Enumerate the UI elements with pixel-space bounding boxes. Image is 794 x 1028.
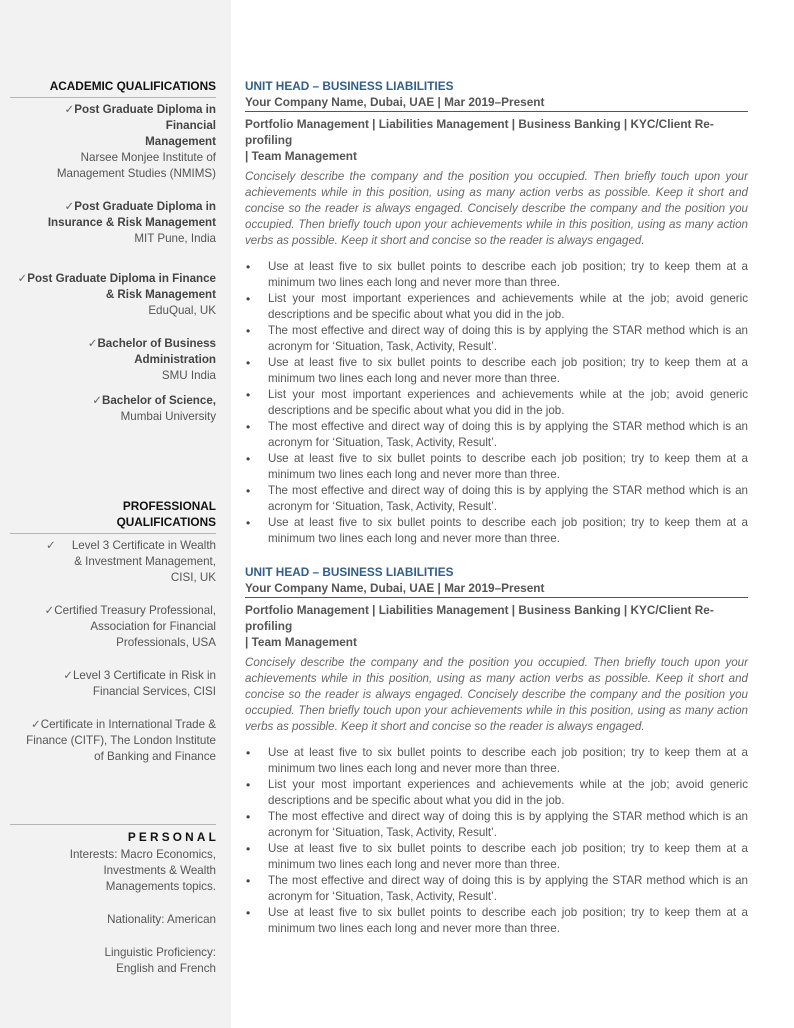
- job-bullets: [245, 745, 748, 937]
- checkmark-icon: ✓: [63, 669, 73, 682]
- professional-item: ✓Level 3 Certificate in Risk in Financial Services, CISI: [63, 669, 216, 698]
- professional-item: ✓Certificate in International Trade & Finance (CITF), The London Institute of Banking and Finance: [26, 718, 216, 763]
- job-title: UNIT HEAD – BUSINESS LIABILITIES: [245, 79, 454, 93]
- bullet-item: • The most effective and direct way of doing this is by applying the STAR method which is an acronym for ‘Situation, Task, Activity, Result’.: [245, 483, 748, 515]
- checkmark-icon: ✓: [17, 272, 28, 285]
- sidebar-content: [14, 78, 219, 977]
- checkmark-icon: ✓: [30, 718, 41, 731]
- checkmark-icon: ✓: [87, 337, 98, 350]
- academic-item: ✓Post Graduate Diploma in Finance & Risk Management EduQual, UK: [17, 272, 216, 317]
- personal-item: Nationality: American: [107, 913, 216, 926]
- job-company: Your Company Name, Dubai, UAE | Mar 2019–Present: [245, 581, 545, 595]
- job-divider: [245, 597, 748, 598]
- professional-title: PROFESSIONAL QUALIFICATIONS: [116, 499, 216, 529]
- job-company: Your Company Name, Dubai, UAE | Mar 2019–Present: [245, 95, 545, 109]
- bullet-item: • The most effective and direct way of doing this is by applying the STAR method which is an acronym for ‘Situation, Task, Activity, Result’.: [245, 809, 748, 841]
- bullet-item: • Use at least five to six bullet points to describe each job position; try to keep them at a minimum two lines each long and never more than three.: [245, 841, 748, 873]
- bullet-item: • The most effective and direct way of doing this is by applying the STAR method which is an acronym for ‘Situation, Task, Activity, Result’.: [245, 873, 748, 905]
- job-divider: [245, 111, 748, 112]
- personal-item: Interests: Macro Economics, Investments & Wealth Managements topics.: [69, 848, 216, 893]
- job-entry: [245, 564, 748, 937]
- bullet-item: • The most effective and direct way of doing this is by applying the STAR method which is an acronym for ‘Situation, Task, Activity, Result’.: [245, 323, 748, 355]
- bullet-item: • Use at least five to six bullet points to describe each job position; try to keep them at a minimum two lines each long and never more than three.: [245, 515, 748, 547]
- sidebar: [0, 0, 231, 1028]
- checkmark-icon: ✓: [44, 604, 55, 617]
- checkmark-icon: ✓: [92, 394, 102, 407]
- academic-title: ACADEMIC QUALIFICATIONS: [49, 79, 216, 93]
- personal-title: PERSONAL: [127, 830, 219, 844]
- job-entry: [245, 78, 748, 547]
- personal-divider: [10, 824, 216, 825]
- bullet-item: • Use at least five to six bullet points to describe each job position; try to keep them at a minimum two lines each long and never more than three.: [245, 745, 748, 777]
- personal-item: Linguistic Proficiency: English and French: [104, 946, 216, 975]
- bullet-item: • List your most important experiences and achievements while at the job; avoid generic descriptions and be specific about what you did in the job.: [245, 387, 748, 419]
- academic-item: ✓Post Graduate Diploma in Insurance & Risk Management MIT Pune, India: [47, 200, 216, 245]
- checkmark-icon: ✓: [46, 539, 72, 552]
- professional-item: ✓Certified Treasury Professional, Association for Financial Professionals, USA: [44, 604, 216, 649]
- bullet-item: • List your most important experiences and achievements while at the job; avoid generic descriptions and be specific about what you did in the job.: [245, 777, 748, 809]
- checkmark-icon: ✓: [64, 200, 75, 213]
- bullet-item: • Use at least five to six bullet points to describe each job position; try to keep them at a minimum two lines each long and never more than three.: [245, 905, 748, 937]
- bullet-item: • Use at least five to six bullet points to describe each job position; try to keep them at a minimum two lines each long and never more than three.: [245, 355, 748, 387]
- job-description: Concisely describe the company and the position you occupied. Then briefly touch upon your achievements while in this position, using as many action verbs as possible. Keep it short and concise so the reader is always engaged. Concisely describe the company and the position you occupied. Then briefly touch upon your achievements while in this position, using as many action verbs as possible. Keep it short and concise so the reader is always engaged.: [245, 656, 748, 733]
- professional-section: [14, 498, 216, 765]
- job-skills: Portfolio Management | Liabilities Management | Business Banking | KYC/Client Re-profiling | Team Management: [245, 117, 714, 163]
- bullet-item: • Use at least five to six bullet points to describe each job position; try to keep them at a minimum two lines each long and never more than three.: [245, 259, 748, 291]
- job-skills: Portfolio Management | Liabilities Management | Business Banking | KYC/Client Re-profiling | Team Management: [245, 603, 714, 649]
- main-content: [245, 78, 748, 937]
- academic-item: ✓Bachelor of Science, Mumbai University: [92, 394, 216, 423]
- academic-item: ✓Bachelor of Business Administration SMU India: [87, 337, 216, 382]
- checkmark-icon: ✓: [64, 103, 75, 116]
- job-description: Concisely describe the company and the position you occupied. Then briefly touch upon your achievements while in this position, using as many action verbs as possible. Keep it short and concise so the reader is always engaged. Concisely describe the company and the position you occupied. Then briefly touch upon your achievements while in this position, using as many action verbs as possible. Keep it short and concise so the reader is always engaged.: [245, 170, 748, 247]
- personal-section: [14, 824, 219, 977]
- professional-item: ✓ Level 3 Certificate in Wealth & Investment Management, CISI, UK: [46, 539, 216, 584]
- job-title: UNIT HEAD – BUSINESS LIABILITIES: [245, 565, 454, 579]
- academic-item: ✓Post Graduate Diploma in Financial Management Narsee Monjee Institute of Management Studies (NMIMS): [56, 103, 216, 180]
- bullet-item: • The most effective and direct way of doing this is by applying the STAR method which is an acronym for ‘Situation, Task, Activity, Result’.: [245, 419, 748, 451]
- job-bullets: [245, 259, 748, 547]
- bullet-item: • List your most important experiences and achievements while at the job; avoid generic descriptions and be specific about what you did in the job.: [245, 291, 748, 323]
- academic-section: [14, 78, 216, 425]
- bullet-item: • Use at least five to six bullet points to describe each job position; try to keep them at a minimum two lines each long and never more than three.: [245, 451, 748, 483]
